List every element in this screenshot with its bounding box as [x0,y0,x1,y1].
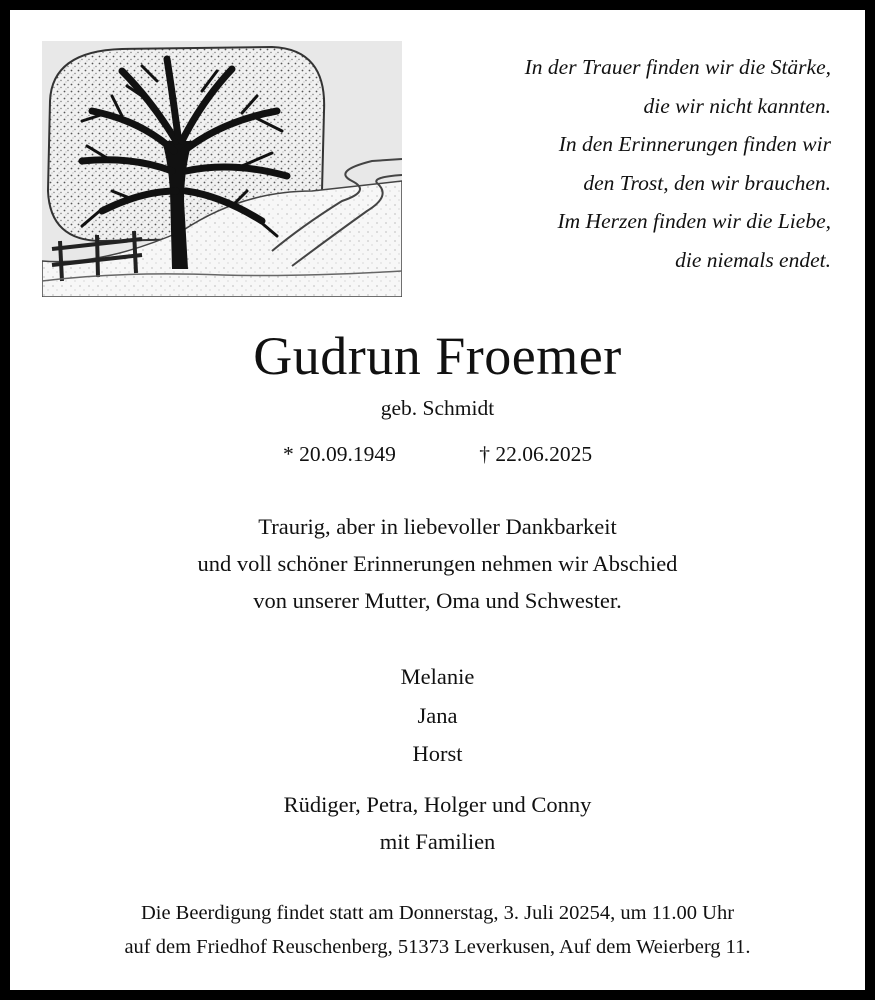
funeral-line: auf dem Friedhof Reuschenberg, 51373 Leverkusen, Auf dem Weierberg 11. [124,936,751,958]
family-member: Jana [417,702,458,728]
deceased-name: Gudrun Froemer [253,326,622,386]
maiden-name: geb. Schmidt [380,396,495,420]
funeral-line: Die Beerdigung findet statt am Donnerstag, 3. Juli 20254, um 11.00 Uhr [140,902,735,924]
poem-line: In den Erinnerungen finden wir [558,132,831,156]
farewell-message [10,508,865,619]
relatives [10,786,865,860]
relatives-line: Rüdiger, Petra, Holger und Conny [283,792,592,817]
funeral-details [10,896,865,964]
message-line: von unserer Mutter, Oma und Schwester. [253,588,622,613]
message-line: und voll schöner Erinnerungen nehmen wir Abschied [197,551,678,576]
life-dates [10,440,865,468]
death-date: † 22.06.2025 [479,442,593,466]
family-members [10,658,865,774]
relatives-line: mit Familien [379,829,496,854]
poem [411,48,831,279]
family-member: Horst [412,741,463,766]
poem-line: die wir nicht kannten. [643,93,831,118]
poem-line: die niemals endet. [675,247,831,272]
tree-drawing-icon [42,41,402,297]
poem-line: In der Trauer finden wir die Stärke, [524,55,831,79]
message-line: Traurig, aber in liebevoller Dankbarkeit [258,514,617,539]
family-member: Melanie [400,664,475,689]
poem-line: Im Herzen finden wir die Liebe, [557,209,831,233]
birth-date: * 20.09.1949 [282,442,396,466]
obituary-card [10,10,865,990]
poem-line: den Trost, den wir brauchen. [583,170,831,195]
